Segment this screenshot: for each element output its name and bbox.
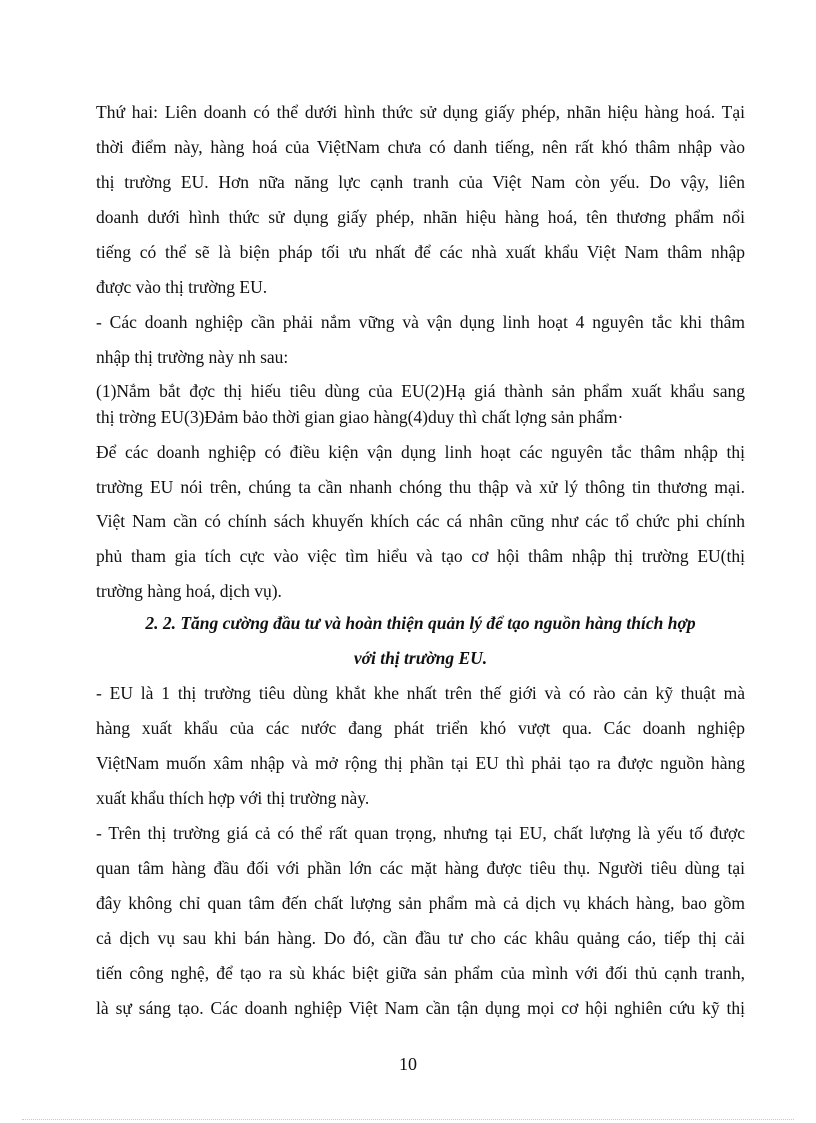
page-number: 10 [399,1054,417,1074]
paragraph-line: Để các doanh nghiệp có điều kiện vận dụng linh hoạt các nguyên tắc thâm nhập thị [96,442,745,462]
paragraph-line: tiến công nghệ, để tạo ra sù khác biệt giữa sản phẩm của mình với đối thủ cạnh tranh, [96,963,745,983]
paragraph-line: cả dịch vụ sau khi bán hàng. Do đó, cần đầu tư cho các khâu quảng cáo, tiếp thị cải [96,928,745,948]
paragraph-line: - Trên thị trường giá cả có thể rất quan trọng, nhưng tại EU, chất lượng là yếu tố được [96,823,745,843]
paragraph-line: Thứ hai: Liên doanh có thể dưới hình thức sử dụng giấy phép, nhãn hiệu hàng hoá. Tại [96,102,745,122]
paragraph-line: trường hàng hoá, dịch vụ). [96,581,282,601]
paragraph-line: xuất khẩu thích hợp với thị trường này. [96,788,370,808]
paragraph-line: tiếng có thể sẽ là biện pháp tối ưu nhất để các nhà xuất khẩu Việt Nam thâm nhập [96,242,745,262]
paragraph-line: thời điểm này, hàng hoá của ViệtNam chưa có danh tiếng, nên rất khó thâm nhập vào [96,137,745,157]
paragraph-line: đây không chỉ quan tâm đến chất lượng sản phẩm mà cả dịch vụ khách hàng, bao gồm [96,893,745,913]
paragraph-line: ViệtNam muốn xâm nhập và mở rộng thị phần tại EU thì phải tạo ra được nguồn hàng [96,753,745,773]
paragraph-line: được vào thị trường EU. [96,277,268,297]
paragraph-line: thị trờng EU(3)Đảm bảo thời gian giao hàng(4)duy thì chất lợng sản phẩm· [96,407,624,427]
section-heading: 2. 2. Tăng cường đầu tư và hoàn thiện quản lý để tạo nguồn hàng thích hợp [145,613,696,633]
paragraph-line: doanh dưới hình thức sử dụng giấy phép, nhãn hiệu hàng hoá, tên thương phẩm nổi [96,207,745,227]
paragraph-line: quan tâm hàng đầu đối với phần lớn các mặt hàng được tiêu thụ. Người tiêu dùng tại [96,858,745,878]
paragraph-line: (1)Nắm bắt đợc thị hiếu tiêu dùng của EU(2)Hạ giá thành sản phẩm xuất khẩu sang [96,381,745,401]
paragraph-line: thị trường EU. Hơn nữa năng lực cạnh tranh của Việt Nam còn yếu. Do vậy, liên [96,172,745,192]
paragraph-line: Việt Nam cần có chính sách khuyến khích các cá nhân cũng như các tổ chức phi chính [96,511,745,531]
paragraph-line: nhập thị trường này nh sau: [96,347,289,367]
paragraph-line: - Các doanh nghiệp cần phải nắm vững và vận dụng linh hoạt 4 nguyên tắc khi thâm [96,312,745,332]
paragraph-line: là sự sáng tạo. Các doanh nghiệp Việt Nam cần tận dụng mọi cơ hội nghiên cứu kỹ thị [96,998,745,1018]
paragraph-line: trường EU nói trên, chúng ta cần nhanh chóng thu thập và xử lý thông tin thương mại. [96,477,745,497]
footer-divider [22,1119,794,1120]
paragraph-line: phủ tham gia tích cực vào việc tìm hiểu và tạo cơ hội thâm nhập thị trường EU(thị [96,546,745,566]
paragraph-line: hàng xuất khẩu của các nước đang phát triển khó vượt qua. Các doanh nghiệp [96,718,745,738]
section-heading-continued: với thị trường EU. [353,648,488,668]
paragraph-line: - EU là 1 thị trường tiêu dùng khắt khe nhất trên thế giới và có rào cản kỹ thuật mà [96,683,745,703]
